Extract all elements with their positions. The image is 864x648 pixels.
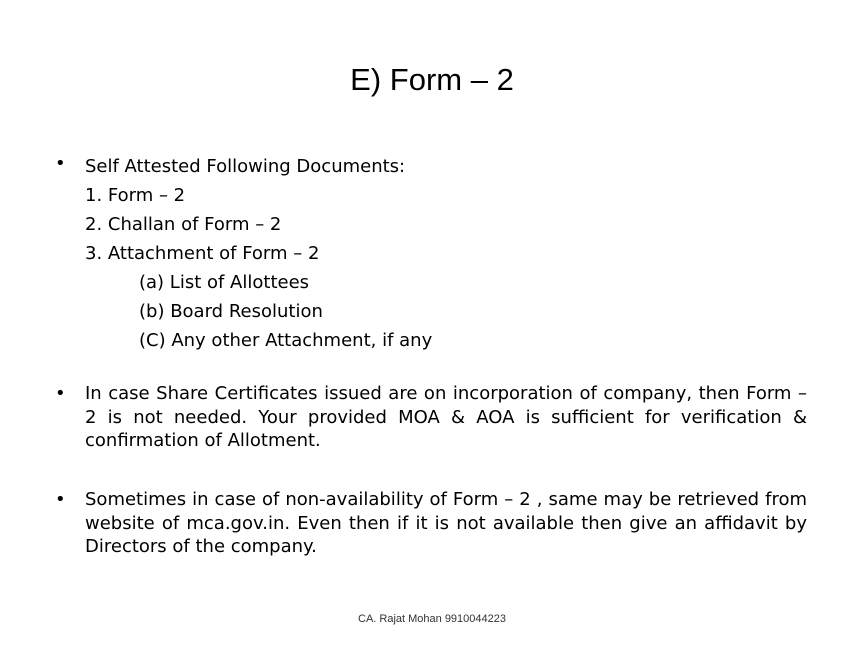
bullet-non-availability — [55, 488, 807, 559]
attachment-item-a: (a) List of Allottees — [139, 272, 310, 293]
bullet-dot: • — [55, 489, 66, 510]
bullet-documents — [55, 152, 807, 355]
attachment-item-c: (C) Any other Attachment, if any — [139, 330, 433, 351]
attachment-item-b: (b) Board Resolution — [139, 301, 323, 322]
document-item-1: 1. Form – 2 — [85, 185, 186, 206]
slide-title: E) Form – 2 — [350, 62, 514, 97]
bullet-body — [85, 152, 807, 355]
document-item-3: 3. Attachment of Form – 2 — [85, 243, 320, 264]
share-certificates-text: In case Share Certificates issued are on incorporation of company, then Form – 2 is not needed. Your provided MOA & AOA is sufficient for verification & confirmation of Allotment. — [85, 383, 807, 451]
bullet-dot: • — [55, 153, 66, 174]
document-item-2: 2. Challan of Form – 2 — [85, 214, 282, 235]
documents-heading: Self Attested Following Documents: — [85, 156, 406, 177]
bullet-share-certificates — [55, 382, 807, 453]
bullet-dot: • — [55, 383, 66, 404]
non-availability-text: Sometimes in case of non-availability of Form – 2 , same may be retrieved from website of mca.gov.in. Even then if it is not available then give an affidavit by Directors of the company. — [85, 489, 807, 557]
footer-author: CA. Rajat Mohan 9910044223 — [358, 613, 506, 625]
